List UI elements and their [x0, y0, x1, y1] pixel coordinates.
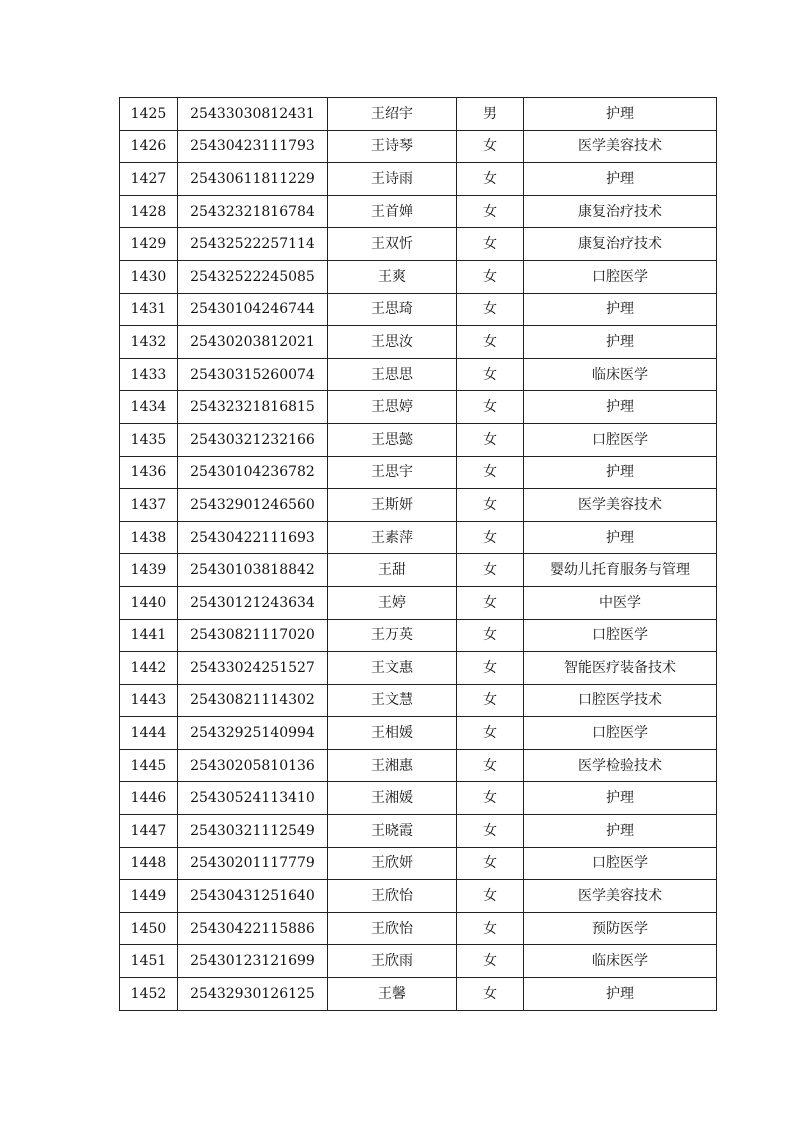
roster-body [120, 98, 717, 1011]
major-cell: 婴幼儿托育服务与管理 [524, 554, 717, 587]
exam-id-cell: 25430422115886 [178, 912, 328, 945]
name-cell: 王斯妍 [328, 489, 457, 522]
major-cell: 临床医学 [524, 358, 717, 391]
exam-id-cell: 25433024251527 [178, 652, 328, 685]
major-cell: 护理 [524, 456, 717, 489]
gender-cell: 女 [457, 293, 524, 326]
name-cell: 王相媛 [328, 717, 457, 750]
major-cell: 医学美容技术 [524, 130, 717, 163]
exam-id-cell: 25430423111793 [178, 130, 328, 163]
gender-cell: 女 [457, 749, 524, 782]
roster-table [119, 97, 717, 1011]
table-row [120, 619, 717, 652]
major-cell: 口腔医学 [524, 619, 717, 652]
table-row [120, 554, 717, 587]
gender-cell: 女 [457, 945, 524, 978]
major-cell: 口腔医学 [524, 717, 717, 750]
major-cell: 智能医疗装备技术 [524, 652, 717, 685]
exam-id-cell: 25432321816815 [178, 391, 328, 424]
major-cell: 康复治疗技术 [524, 228, 717, 261]
exam-id-cell: 25430103818842 [178, 554, 328, 587]
table-row [120, 815, 717, 848]
gender-cell: 女 [457, 815, 524, 848]
table-row [120, 326, 717, 359]
name-cell: 王欣怡 [328, 912, 457, 945]
name-cell: 王诗琴 [328, 130, 457, 163]
name-cell: 王万英 [328, 619, 457, 652]
table-row [120, 684, 717, 717]
row-number-cell: 1444 [120, 717, 178, 750]
row-number-cell: 1441 [120, 619, 178, 652]
major-cell: 护理 [524, 326, 717, 359]
row-number-cell: 1452 [120, 978, 178, 1011]
major-cell: 护理 [524, 293, 717, 326]
major-cell: 护理 [524, 163, 717, 196]
major-cell: 口腔医学技术 [524, 684, 717, 717]
gender-cell: 女 [457, 228, 524, 261]
major-cell: 医学美容技术 [524, 880, 717, 913]
name-cell: 王思懿 [328, 423, 457, 456]
gender-cell: 女 [457, 489, 524, 522]
row-number-cell: 1431 [120, 293, 178, 326]
table-row [120, 260, 717, 293]
row-number-cell: 1439 [120, 554, 178, 587]
name-cell: 王思汝 [328, 326, 457, 359]
gender-cell: 女 [457, 358, 524, 391]
table-row [120, 98, 717, 131]
name-cell: 王绍宇 [328, 98, 457, 131]
name-cell: 王思琦 [328, 293, 457, 326]
name-cell: 王晓霞 [328, 815, 457, 848]
major-cell: 护理 [524, 782, 717, 815]
gender-cell: 女 [457, 260, 524, 293]
major-cell: 护理 [524, 815, 717, 848]
name-cell: 王湘惠 [328, 749, 457, 782]
gender-cell: 女 [457, 326, 524, 359]
exam-id-cell: 25430611811229 [178, 163, 328, 196]
name-cell: 王文惠 [328, 652, 457, 685]
exam-id-cell: 25433030812431 [178, 98, 328, 131]
exam-id-cell: 25430123121699 [178, 945, 328, 978]
table-row [120, 912, 717, 945]
table-row [120, 652, 717, 685]
exam-id-cell: 25430205810136 [178, 749, 328, 782]
row-number-cell: 1446 [120, 782, 178, 815]
name-cell: 王首婵 [328, 195, 457, 228]
table-row [120, 749, 717, 782]
major-cell: 护理 [524, 391, 717, 424]
name-cell: 王爽 [328, 260, 457, 293]
gender-cell: 女 [457, 423, 524, 456]
gender-cell: 女 [457, 847, 524, 880]
major-cell: 护理 [524, 98, 717, 131]
row-number-cell: 1427 [120, 163, 178, 196]
table-row [120, 391, 717, 424]
exam-id-cell: 25432930126125 [178, 978, 328, 1011]
major-cell: 医学检验技术 [524, 749, 717, 782]
name-cell: 王欣妍 [328, 847, 457, 880]
row-number-cell: 1429 [120, 228, 178, 261]
row-number-cell: 1443 [120, 684, 178, 717]
row-number-cell: 1448 [120, 847, 178, 880]
row-number-cell: 1442 [120, 652, 178, 685]
gender-cell: 女 [457, 163, 524, 196]
major-cell: 护理 [524, 521, 717, 554]
row-number-cell: 1437 [120, 489, 178, 522]
row-number-cell: 1425 [120, 98, 178, 131]
table-row [120, 880, 717, 913]
exam-id-cell: 25430201117779 [178, 847, 328, 880]
name-cell: 王思思 [328, 358, 457, 391]
row-number-cell: 1430 [120, 260, 178, 293]
exam-id-cell: 25430821114302 [178, 684, 328, 717]
exam-id-cell: 25430315260074 [178, 358, 328, 391]
name-cell: 王文慧 [328, 684, 457, 717]
table-row [120, 717, 717, 750]
exam-id-cell: 25430121243634 [178, 586, 328, 619]
table-row [120, 978, 717, 1011]
name-cell: 王思婷 [328, 391, 457, 424]
row-number-cell: 1434 [120, 391, 178, 424]
major-cell: 护理 [524, 978, 717, 1011]
row-number-cell: 1426 [120, 130, 178, 163]
row-number-cell: 1432 [120, 326, 178, 359]
row-number-cell: 1436 [120, 456, 178, 489]
name-cell: 王素萍 [328, 521, 457, 554]
exam-id-cell: 25432522257114 [178, 228, 328, 261]
table-row [120, 423, 717, 456]
table-row [120, 586, 717, 619]
table-row [120, 163, 717, 196]
major-cell: 中医学 [524, 586, 717, 619]
exam-id-cell: 25432321816784 [178, 195, 328, 228]
name-cell: 王婷 [328, 586, 457, 619]
major-cell: 临床医学 [524, 945, 717, 978]
row-number-cell: 1440 [120, 586, 178, 619]
row-number-cell: 1449 [120, 880, 178, 913]
row-number-cell: 1433 [120, 358, 178, 391]
row-number-cell: 1438 [120, 521, 178, 554]
table-row [120, 456, 717, 489]
row-number-cell: 1435 [120, 423, 178, 456]
table-row [120, 521, 717, 554]
table-row [120, 293, 717, 326]
exam-id-cell: 25430321232166 [178, 423, 328, 456]
gender-cell: 女 [457, 391, 524, 424]
exam-id-cell: 25432925140994 [178, 717, 328, 750]
exam-id-cell: 25430104246744 [178, 293, 328, 326]
row-number-cell: 1451 [120, 945, 178, 978]
gender-cell: 女 [457, 684, 524, 717]
table-row [120, 228, 717, 261]
gender-cell: 女 [457, 717, 524, 750]
major-cell: 口腔医学 [524, 423, 717, 456]
table-row [120, 847, 717, 880]
table-row [120, 945, 717, 978]
name-cell: 王馨 [328, 978, 457, 1011]
table-row [120, 195, 717, 228]
table-row [120, 489, 717, 522]
exam-id-cell: 25430203812021 [178, 326, 328, 359]
table-row [120, 358, 717, 391]
gender-cell: 女 [457, 978, 524, 1011]
table-row [120, 130, 717, 163]
gender-cell: 女 [457, 195, 524, 228]
exam-id-cell: 25430524113410 [178, 782, 328, 815]
exam-id-cell: 25430422111693 [178, 521, 328, 554]
gender-cell: 女 [457, 912, 524, 945]
gender-cell: 女 [457, 130, 524, 163]
major-cell: 康复治疗技术 [524, 195, 717, 228]
gender-cell: 女 [457, 586, 524, 619]
gender-cell: 女 [457, 456, 524, 489]
name-cell: 王欣怡 [328, 880, 457, 913]
gender-cell: 女 [457, 554, 524, 587]
exam-id-cell: 25432522245085 [178, 260, 328, 293]
name-cell: 王欣雨 [328, 945, 457, 978]
gender-cell: 女 [457, 782, 524, 815]
name-cell: 王双忻 [328, 228, 457, 261]
gender-cell: 女 [457, 652, 524, 685]
exam-id-cell: 25430321112549 [178, 815, 328, 848]
gender-cell: 女 [457, 880, 524, 913]
row-number-cell: 1447 [120, 815, 178, 848]
row-number-cell: 1445 [120, 749, 178, 782]
exam-id-cell: 25430104236782 [178, 456, 328, 489]
name-cell: 王思宇 [328, 456, 457, 489]
table-row [120, 782, 717, 815]
major-cell: 预防医学 [524, 912, 717, 945]
major-cell: 口腔医学 [524, 847, 717, 880]
exam-id-cell: 25430431251640 [178, 880, 328, 913]
gender-cell: 女 [457, 521, 524, 554]
exam-id-cell: 25432901246560 [178, 489, 328, 522]
name-cell: 王诗雨 [328, 163, 457, 196]
name-cell: 王湘媛 [328, 782, 457, 815]
name-cell: 王甜 [328, 554, 457, 587]
major-cell: 口腔医学 [524, 260, 717, 293]
row-number-cell: 1428 [120, 195, 178, 228]
gender-cell: 男 [457, 98, 524, 131]
major-cell: 医学美容技术 [524, 489, 717, 522]
gender-cell: 女 [457, 619, 524, 652]
exam-id-cell: 25430821117020 [178, 619, 328, 652]
row-number-cell: 1450 [120, 912, 178, 945]
